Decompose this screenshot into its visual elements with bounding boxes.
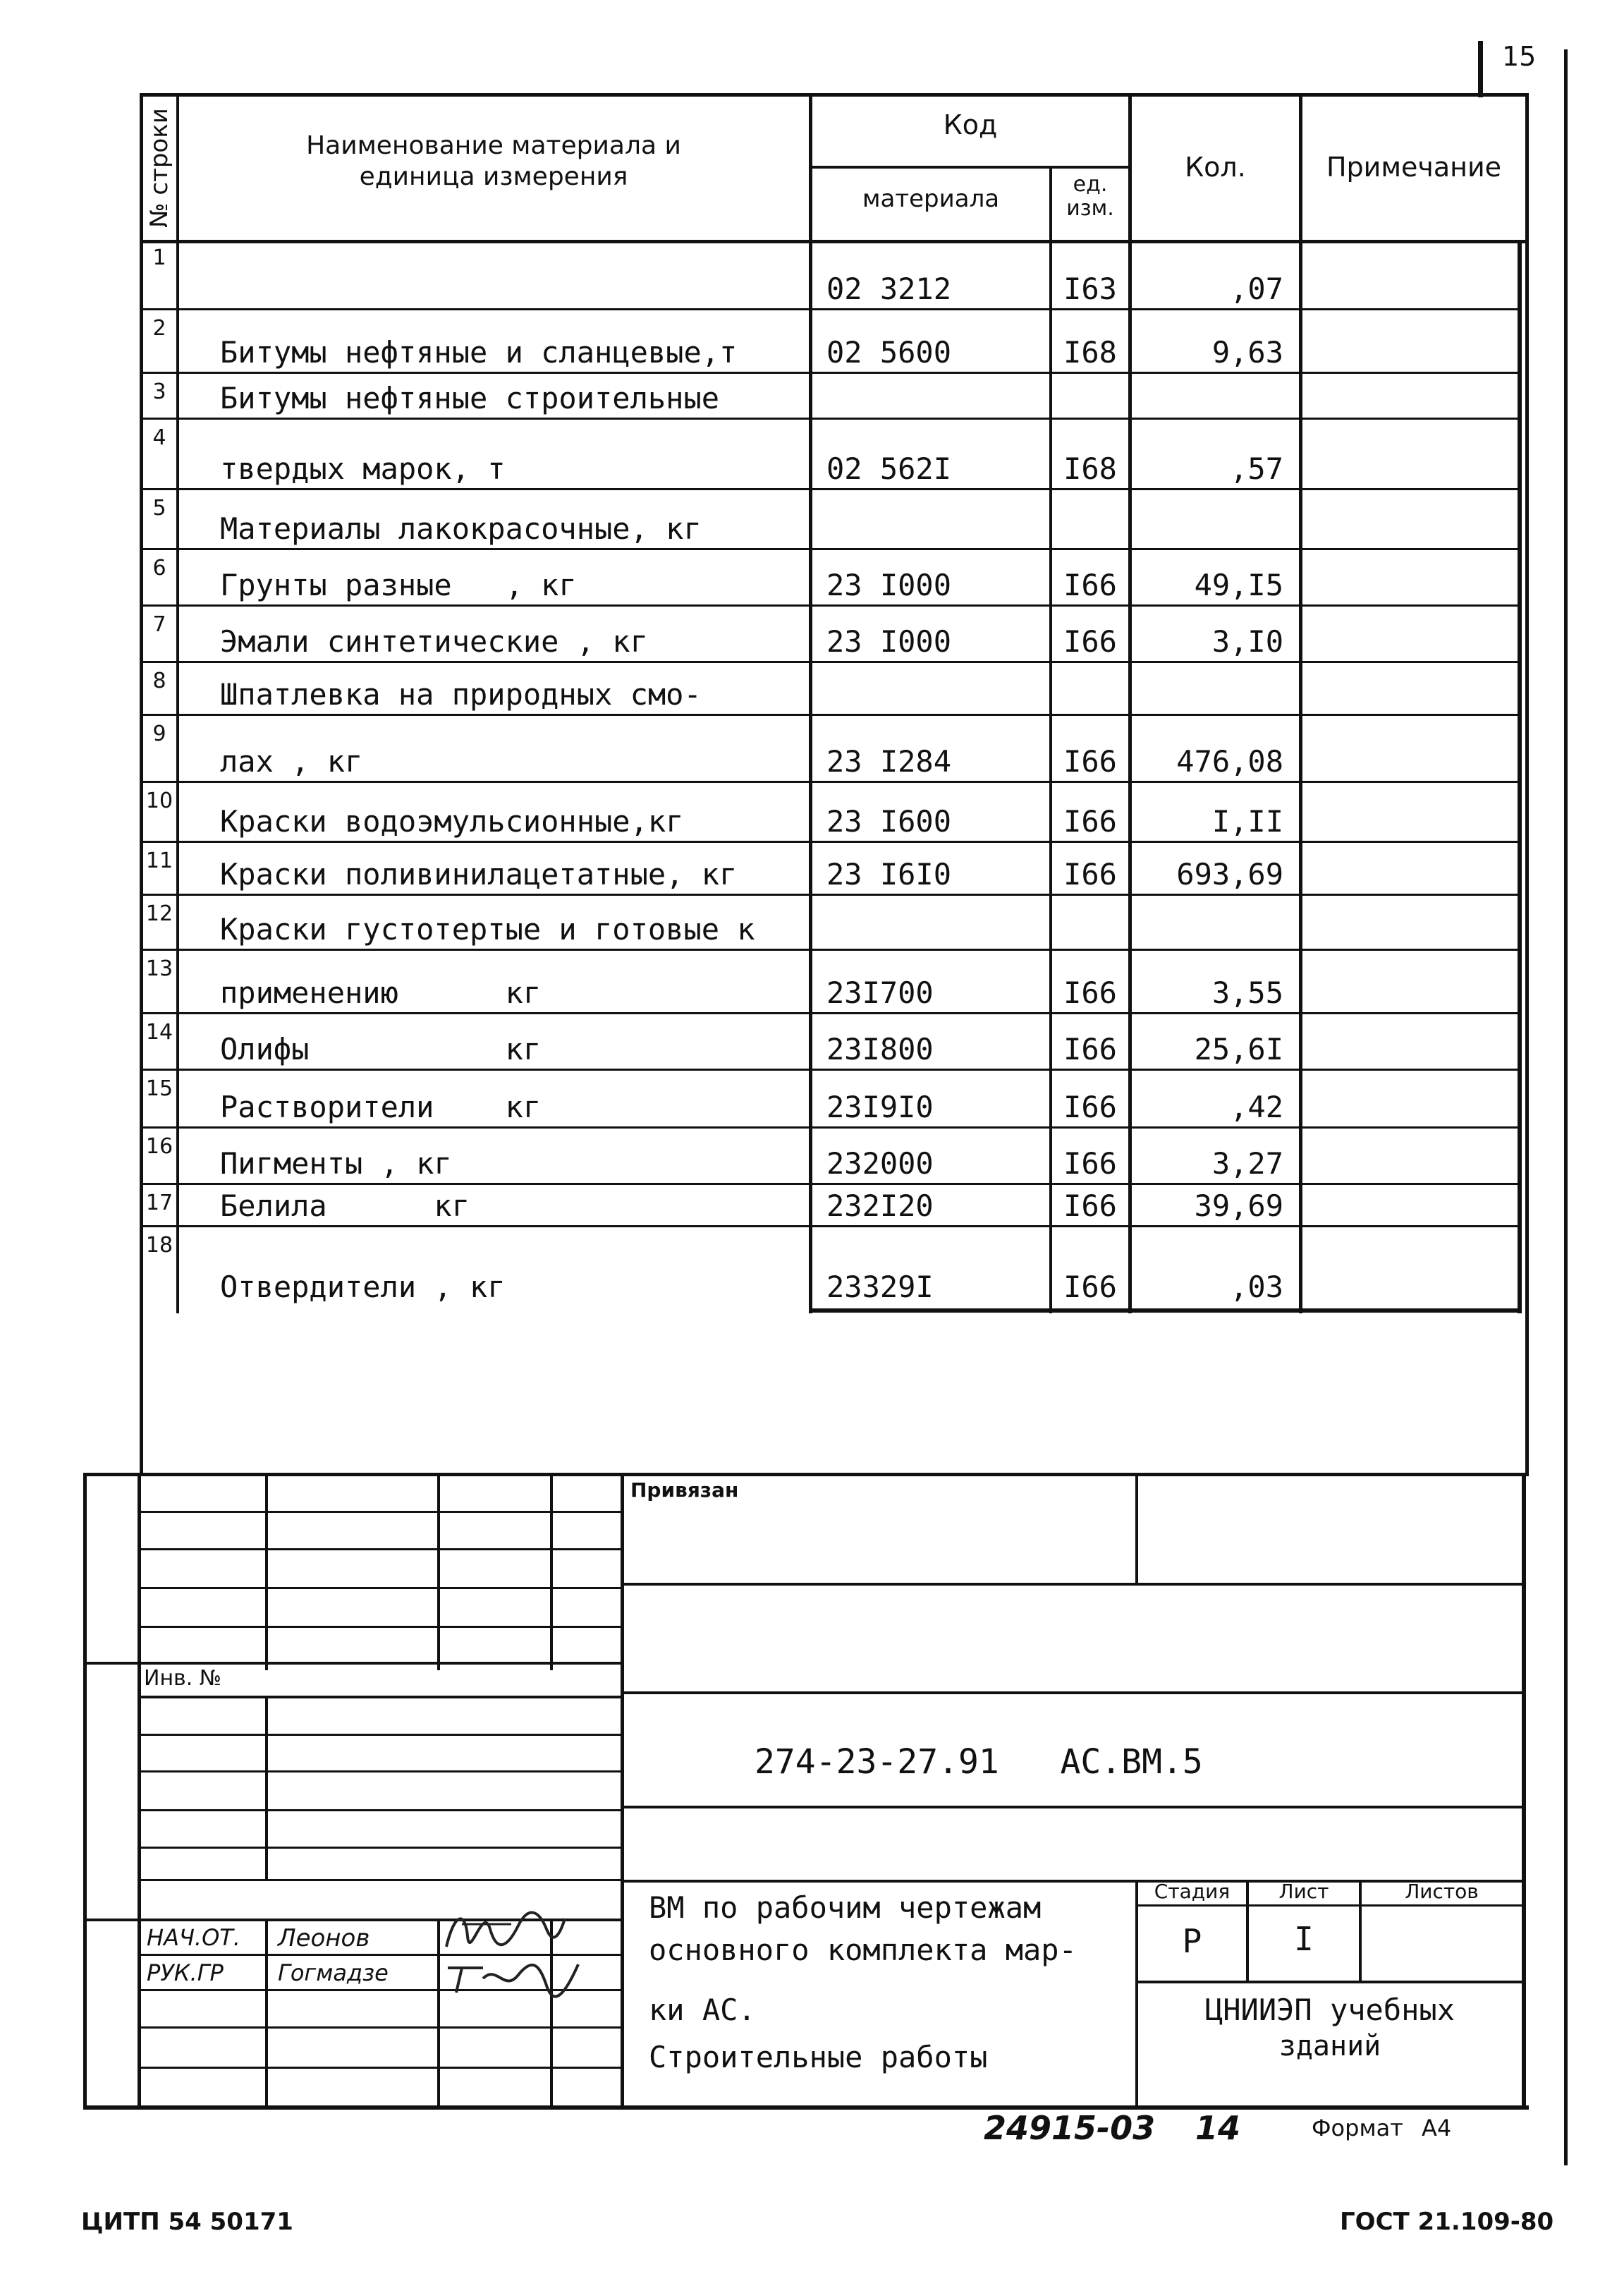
table-row — [0, 951, 1551, 1014]
table-row — [0, 1227, 1551, 1308]
unit-code: I66 — [1063, 1032, 1117, 1066]
role-1: НАЧ.ОТ. — [147, 1924, 240, 1951]
row-number: 10 — [145, 789, 173, 813]
handwritten-sheet-number: 14 — [1195, 2109, 1241, 2147]
unit-code: I66 — [1063, 568, 1117, 602]
material-name: твердых марок, т — [220, 451, 506, 486]
material-code: 23329I — [826, 1270, 934, 1304]
header-name: Наименование материала и единица измерения — [306, 131, 681, 191]
row-number: 7 — [152, 612, 166, 637]
material-name: Пигменты , кг — [220, 1146, 452, 1181]
footer-right-standard: ГОСТ 21.109-80 — [1340, 2208, 1554, 2236]
quantity: 3,I0 — [1211, 624, 1283, 659]
material-code: 23 I600 — [826, 804, 952, 839]
material-code: 23I700 — [826, 975, 934, 1010]
privyazan-label: Привязан — [630, 1478, 739, 1502]
table-row — [0, 1129, 1551, 1185]
material-code: 23 I000 — [826, 568, 952, 602]
table-row — [0, 663, 1551, 716]
stage-value: Р — [1182, 1922, 1202, 1960]
unit-code: I66 — [1063, 804, 1117, 839]
table-row — [0, 550, 1551, 607]
material-code: 23I9I0 — [826, 1090, 934, 1124]
organization-line-2: зданий — [1278, 2030, 1381, 2062]
unit-code: I66 — [1063, 857, 1117, 892]
material-name: Битумы нефтяные строительные — [220, 381, 720, 415]
row-number: 9 — [152, 722, 166, 746]
doc-title-line-4: Строительные работы — [649, 2040, 988, 2074]
inventory-number: 24915-03 — [984, 2109, 1156, 2147]
unit-code: I66 — [1063, 744, 1117, 779]
material-name: Битумы нефтяные и сланцевые,т — [220, 335, 738, 370]
material-name: Олифы кг — [220, 1032, 542, 1066]
signature-2 — [441, 1950, 582, 2007]
material-name: Краски густотертые и готовые к — [220, 912, 755, 947]
material-name: применению кг — [220, 975, 542, 1010]
material-name: Растворители кг — [220, 1090, 542, 1124]
sheet-value: I — [1294, 1920, 1314, 1958]
material-code: 23 I6I0 — [826, 857, 952, 892]
quantity: 3,55 — [1211, 975, 1283, 1010]
quantity: 693,69 — [1176, 857, 1283, 892]
table-row — [0, 843, 1551, 896]
quantity: 39,69 — [1194, 1188, 1283, 1223]
quantity: 3,27 — [1211, 1146, 1283, 1181]
unit-code: I68 — [1063, 335, 1117, 370]
material-name: Шпатлевка на природных смо- — [220, 677, 702, 712]
unit-code: I66 — [1063, 975, 1117, 1010]
material-name: Отвердители , кг — [220, 1270, 506, 1304]
material-code: 23 I284 — [826, 744, 952, 779]
quantity: 49,I5 — [1194, 568, 1283, 602]
row-number: 15 — [145, 1076, 173, 1101]
header-row-no: № строки — [145, 108, 173, 228]
row-number: 14 — [145, 1020, 173, 1045]
doc-title-line-1: ВМ по рабочим чертежам — [649, 1890, 1042, 1925]
footer-left-code: ЦИТП 54 50171 — [81, 2208, 293, 2236]
sheets-label: Листов — [1405, 1880, 1479, 1903]
header-note: Примечание — [1326, 152, 1502, 183]
table-row — [0, 716, 1551, 783]
row-number: 16 — [145, 1134, 173, 1159]
person-2: Гогмадзе — [278, 1959, 389, 1986]
header-unit: ед. изм. — [1066, 172, 1114, 221]
header-qty: Кол. — [1185, 152, 1246, 183]
material-name: Эмали синтетические , кг — [220, 624, 648, 659]
material-code: 23I800 — [826, 1032, 934, 1066]
role-2: РУК.ГР — [147, 1959, 224, 1986]
format-label — [1312, 2115, 1451, 2141]
material-name: лах , кг — [220, 744, 363, 779]
table-row — [0, 490, 1551, 550]
row-number: 18 — [145, 1233, 173, 1258]
table-row — [0, 1185, 1551, 1227]
material-code: 232I20 — [826, 1188, 934, 1223]
page-number: 15 — [1502, 41, 1537, 72]
material-name: Краски водоэмульсионные,кг — [220, 804, 684, 839]
sheet-label: Лист — [1278, 1880, 1329, 1903]
material-name: Краски поливинилацетатные, кг — [220, 857, 738, 892]
row-number: 4 — [152, 425, 166, 450]
row-number: 13 — [145, 956, 173, 981]
material-name: Материалы лакокрасочные, кг — [220, 511, 702, 546]
row-number: 5 — [152, 496, 166, 521]
table-row — [0, 1014, 1551, 1071]
quantity: ,57 — [1230, 451, 1283, 486]
person-1: Леонов — [278, 1924, 370, 1952]
organization-line-1: ЦНИИЭП учебных — [1204, 1993, 1455, 2027]
material-name: Грунты разные , кг — [220, 568, 577, 602]
table-row — [0, 310, 1551, 374]
quantity: ,03 — [1230, 1270, 1283, 1304]
material-code: 02 5600 — [826, 335, 952, 370]
unit-code: I63 — [1063, 272, 1117, 306]
row-number: 11 — [145, 849, 173, 873]
row-number: 2 — [152, 316, 166, 341]
document-designation: 274-23-27.91 АС.ВМ.5 — [755, 1742, 1203, 1782]
unit-code: I66 — [1063, 1090, 1117, 1124]
unit-code: I66 — [1063, 1188, 1117, 1223]
unit-code: I66 — [1063, 624, 1117, 659]
quantity: 476,08 — [1176, 744, 1283, 779]
quantity: I,II — [1211, 804, 1283, 839]
format-value: А4 — [1422, 2115, 1452, 2141]
quantity: ,07 — [1230, 272, 1283, 306]
inv-no-label: Инв. № — [144, 1666, 222, 1691]
row-number: 3 — [152, 379, 166, 404]
header-material: материала — [862, 185, 1000, 213]
format-label-text: Формат — [1312, 2115, 1403, 2141]
table-row — [0, 783, 1551, 843]
unit-code: I66 — [1063, 1146, 1117, 1181]
table-row — [0, 607, 1551, 663]
table-row — [0, 1071, 1551, 1129]
quantity: 9,63 — [1211, 335, 1283, 370]
table-row — [0, 240, 1551, 310]
table-row — [0, 896, 1551, 951]
row-number: 12 — [145, 901, 173, 926]
row-number: 17 — [145, 1191, 173, 1215]
row-number: 1 — [152, 245, 166, 270]
header-code: Код — [943, 109, 998, 140]
doc-title-line-2: основного комплекта мар- — [649, 1933, 1077, 1967]
material-code: 232000 — [826, 1146, 934, 1181]
material-name: Белила кг — [220, 1188, 470, 1223]
material-code: 02 562I — [826, 451, 952, 486]
unit-code: I68 — [1063, 451, 1117, 486]
row-number: 6 — [152, 556, 166, 580]
material-code: 02 3212 — [826, 272, 952, 306]
table-row — [0, 420, 1551, 490]
quantity: 25,6I — [1194, 1032, 1283, 1066]
doc-title-line-3: ки АС. — [649, 1993, 756, 2027]
table-row — [0, 374, 1551, 420]
unit-code: I66 — [1063, 1270, 1117, 1304]
material-code: 23 I000 — [826, 624, 952, 659]
stage-label: Стадия — [1154, 1880, 1231, 1903]
row-number: 8 — [152, 669, 166, 693]
quantity: ,42 — [1230, 1090, 1283, 1124]
